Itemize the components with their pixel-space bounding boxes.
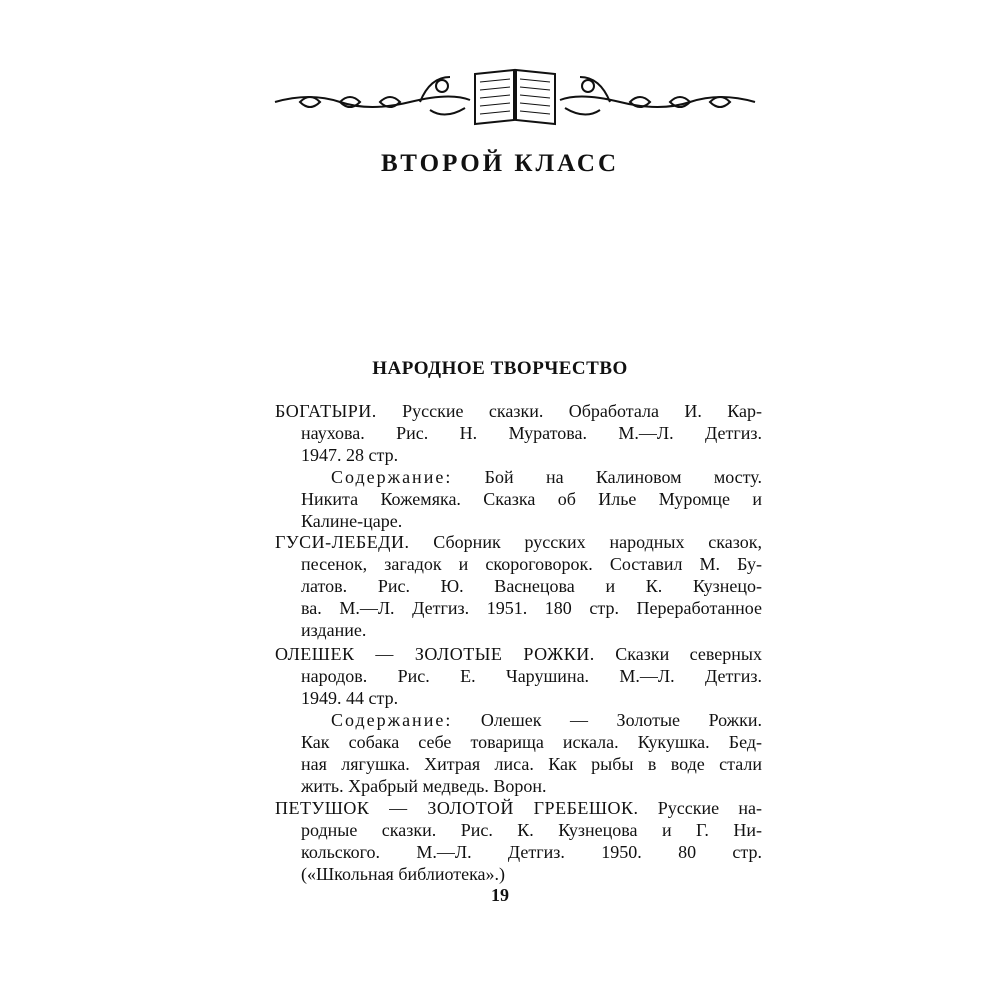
entry-line: Никита Кожемяка. Сказка об Илье Муромце и [301,489,762,509]
entry-line: Калине-царе. [301,511,403,531]
entry-line: 1949. 44 стр. [301,688,399,708]
entry-title: ОЛЕШЕК — ЗОЛОТЫЕ РОЖКИ. [275,644,595,664]
entry-text: Сказки северных [594,644,762,664]
entry-line [275,797,762,819]
page-number: 19 [491,885,509,905]
content-label: Содержание: [331,710,453,730]
bibliography-entry [275,400,762,532]
entry-line: кольского. М.—Л. Детгиз. 1950. 80 стр. [301,842,762,862]
entry-text: Русские на- [638,798,762,818]
bibliography-entry [275,643,762,797]
entry-line: родные сказки. Рис. К. Кузнецова и Г. Ни- [301,820,762,840]
entry-line: ная лягушка. Хитрая лиса. Как рыбы в воде стали [301,754,762,774]
entry-line: издание. [301,620,367,640]
section-title: НАРОДНОЕ ТВОРЧЕСТВО [372,358,628,379]
bibliography-entry [275,797,762,885]
content-label: Содержание: [331,467,453,487]
entry-line [275,531,762,553]
entry-text: Олешек — Золотые Рожки. [452,710,762,730]
entry-line: песенок, загадок и скороговорок. Составил М. Бу- [301,554,762,574]
entry-line: наухова. Рис. Н. Муратова. М.—Л. Детгиз. [301,423,762,443]
entry-line: народов. Рис. Е. Чарушина. М.—Л. Детгиз. [301,666,762,686]
entry-title: ГУСИ-ЛЕБЕДИ. [275,532,410,552]
entry-line [275,400,762,422]
entry-line [275,709,762,731]
entry-line [275,643,762,665]
open-book-ornament-icon [270,62,760,132]
entry-line: жить. Храбрый медведь. Ворон. [301,776,547,796]
entry-text: Сборник русских народных сказок, [409,532,762,552]
entry-text: Бой на Калиновом мосту. [452,467,762,487]
entry-title: ПЕТУШОК — ЗОЛОТОЙ ГРЕБЕШОК. [275,798,639,818]
entry-line: Как собака себе товарища искала. Кукушка. Бед- [301,732,762,752]
entry-line: ва. М.—Л. Детгиз. 1951. 180 стр. Переработанное [301,598,762,618]
bibliography-entry [275,531,762,641]
entry-line: («Школьная библиотека».) [301,864,506,884]
entry-line [275,466,762,488]
entry-text: Русские сказки. Обработала И. Кар- [376,401,762,421]
entry-line: 1947. 28 стр. [301,445,399,465]
entry-title: БОГАТЫРИ. [275,401,377,421]
entry-line: латов. Рис. Ю. Васнецова и К. Кузнецо- [301,576,762,596]
chapter-title: ВТОРОЙ КЛАСС [380,150,620,177]
